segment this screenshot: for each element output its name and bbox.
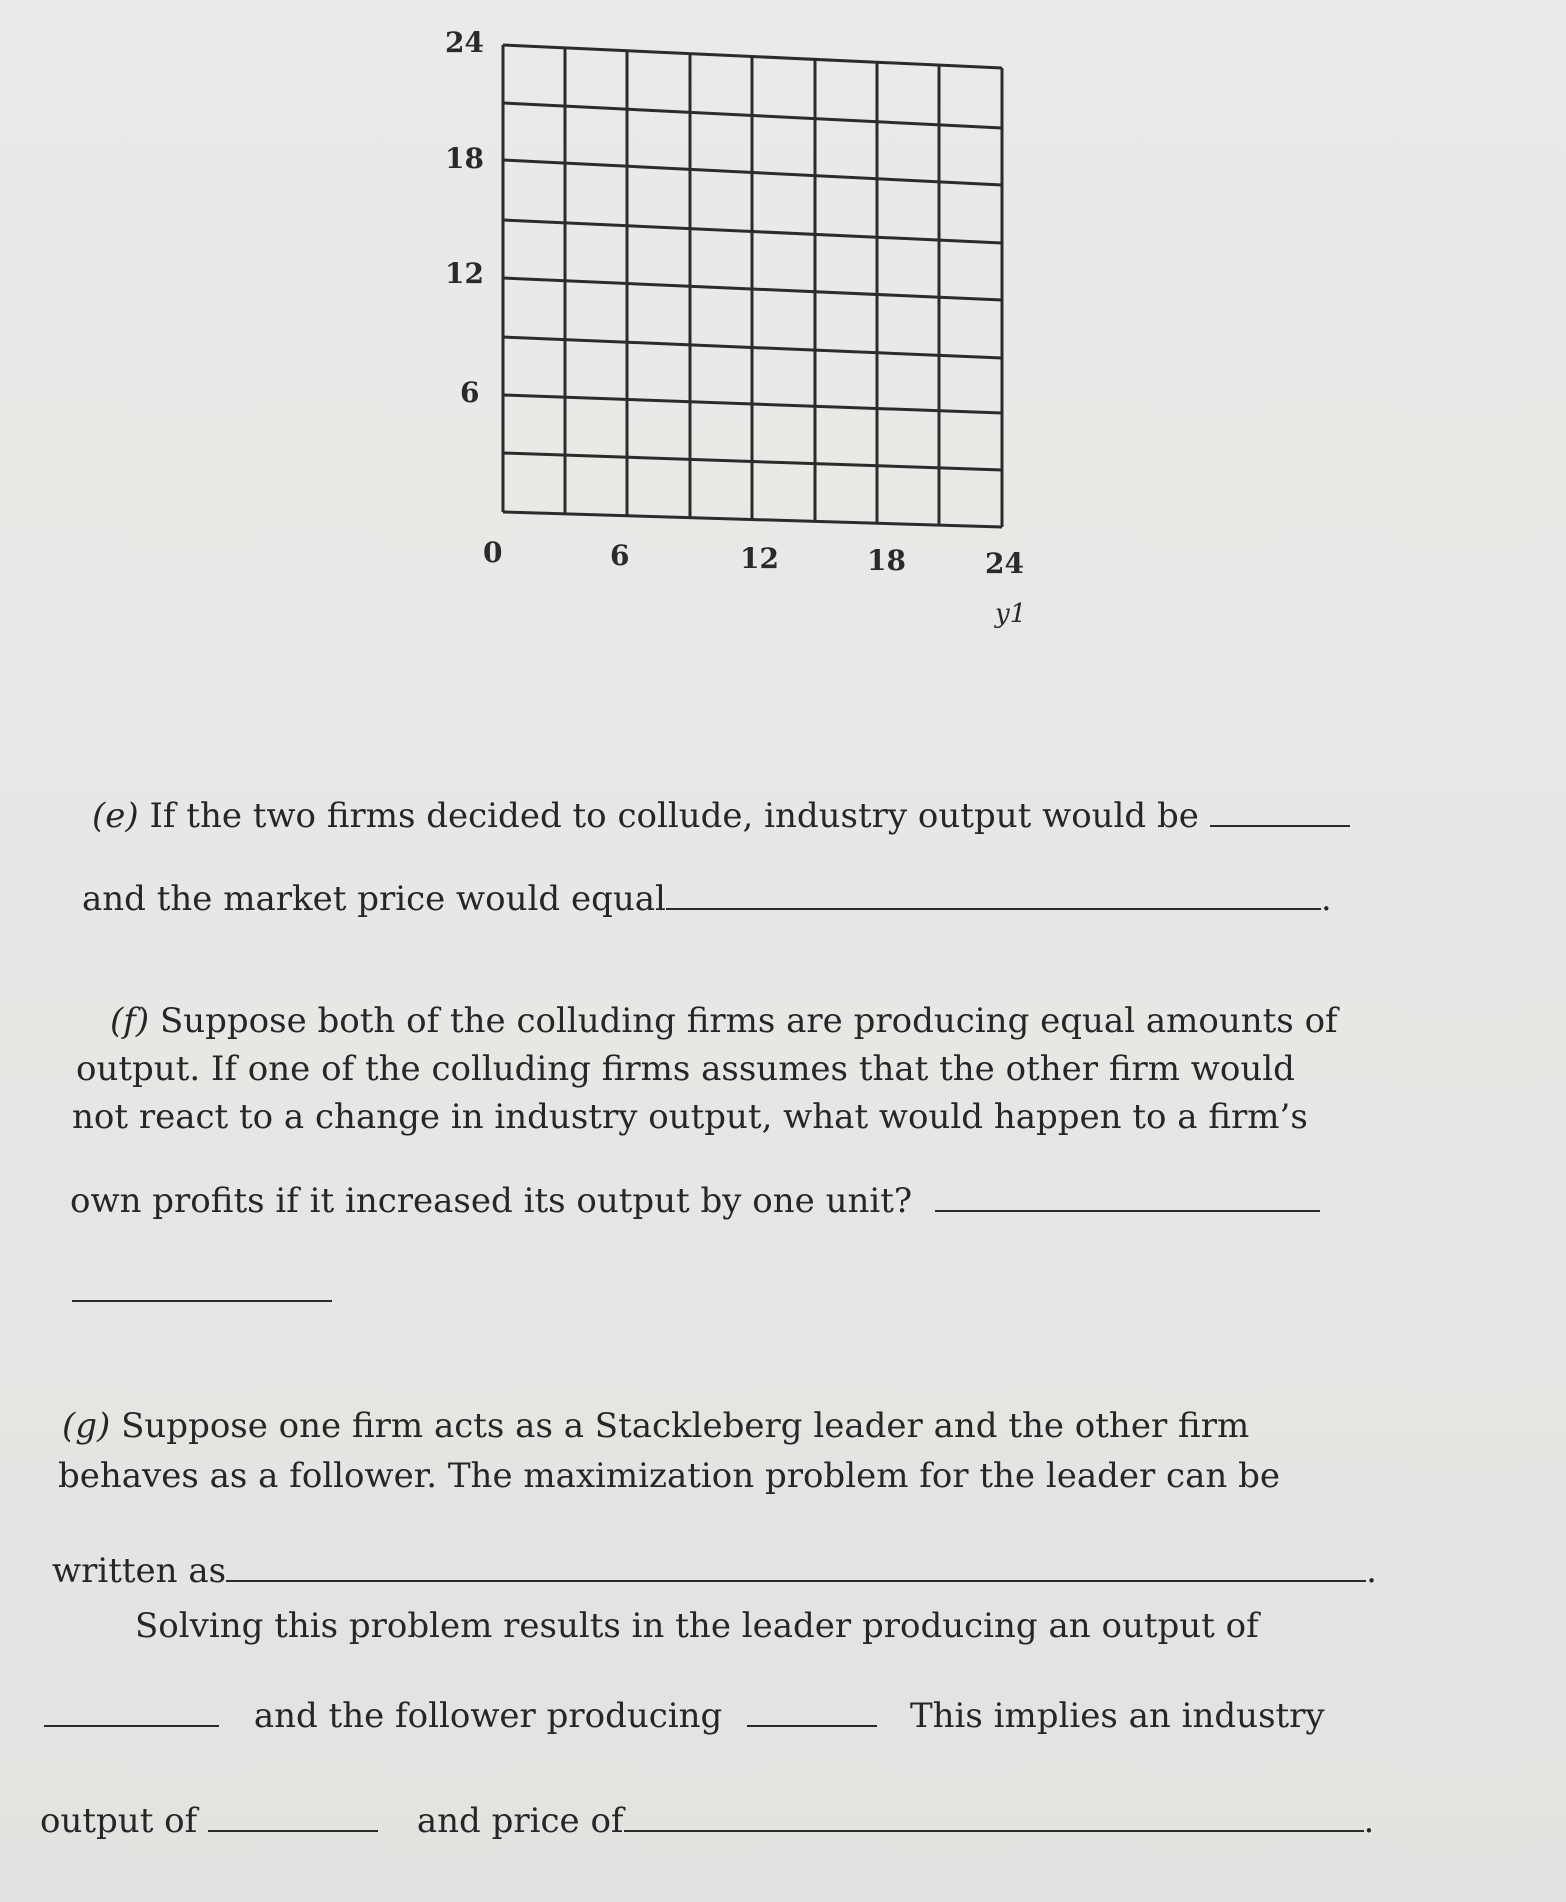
graph-grid [503,45,1002,527]
part-f-text: own profits if it increased its output by one unit? [70,1181,913,1221]
answer-blank-price-g[interactable] [624,1800,1364,1832]
x-axis-label: y1 [995,599,1027,629]
part-f-line-5 [72,1270,332,1312]
x-tick-label: 24 [985,547,1024,580]
part-g-line-2: behaves as a follower. The maximization problem for the leader can be [58,1456,1280,1496]
part-e-line-2 [82,878,1332,920]
part-g-line-6 [40,1800,1374,1842]
answer-blank-industry-output[interactable] [1210,795,1350,827]
period: . [1363,1801,1375,1841]
answer-blank-profit-change-cont[interactable] [72,1270,332,1302]
y-tick-label: 6 [460,376,480,409]
answer-blank-follower-output[interactable] [747,1695,877,1727]
answer-blank-profit-change[interactable] [935,1180,1320,1212]
part-g-text: and the follower producing [253,1696,723,1736]
y-tick-label: 24 [445,26,484,59]
answer-blank-industry-output-g[interactable] [208,1800,378,1832]
y-tick-label: 18 [445,142,484,175]
part-f-text: Suppose both of the colluding firms are producing equal amounts of [159,1001,1338,1041]
x-tick-label: 0 [483,536,503,569]
part-e-line-1 [92,795,1350,837]
part-g-text: Suppose one firm acts as a Stackleberg leader and the other firm [121,1406,1250,1446]
answer-blank-market-price[interactable] [666,878,1321,910]
x-tick-label: 6 [610,539,630,572]
part-f-line-4 [70,1180,1320,1222]
part-g-text: output of [40,1801,198,1841]
part-e-text: and the market price would equal [82,879,666,919]
part-g-marker: (g) [62,1406,111,1446]
part-g-text: written as [52,1551,227,1591]
part-e-text: If the two firms decided to collude, industry output would be [149,796,1199,836]
x-tick-label: 12 [740,542,779,575]
part-f-line-2: output. If one of the colluding firms assumes that the other firm would [76,1049,1295,1089]
part-f-marker: (f) [110,1001,150,1041]
part-g-line-5 [44,1695,1325,1737]
answer-blank-leader-output[interactable] [44,1695,219,1727]
part-f-line-1 [110,1000,1338,1042]
period: . [1366,1551,1377,1591]
part-f-line-3: not react to a change in industry output, what would happen to a firm’s [72,1097,1308,1137]
graph [0,0,1566,660]
part-e-marker: (e) [92,796,139,836]
part-g-line-4: Solving this problem results in the leader producing an output of [135,1606,1259,1646]
part-g-text: This implies an industry [909,1696,1325,1736]
x-tick-label: 18 [867,544,906,577]
part-g-line-3 [52,1550,1377,1592]
period: . [1320,879,1332,919]
part-g-text: and price of [416,1801,624,1841]
y-tick-label: 12 [445,257,484,290]
part-g-line-1 [62,1405,1249,1447]
answer-blank-leader-problem[interactable] [226,1550,1366,1582]
